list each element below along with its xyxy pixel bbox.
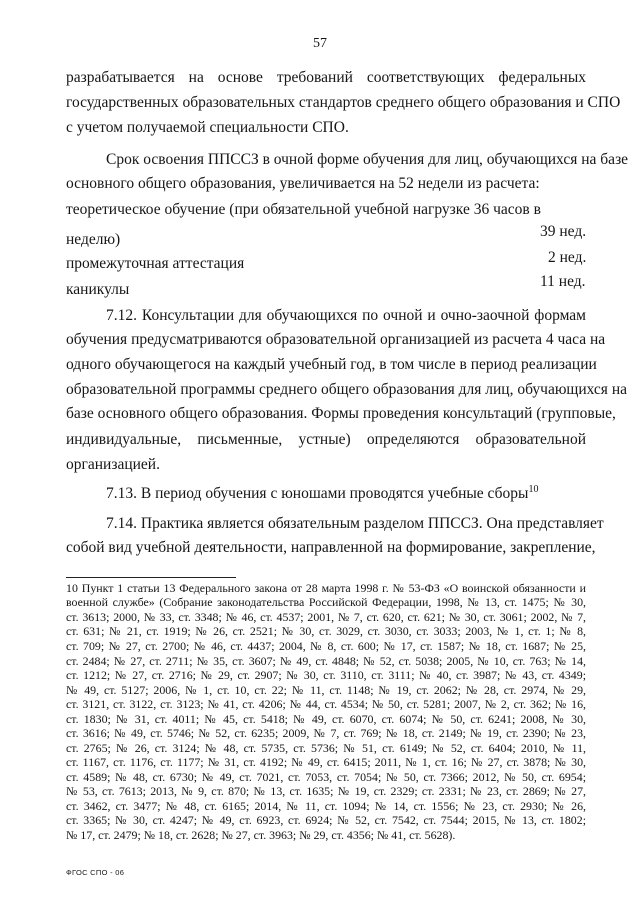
footnote-line: ст. 3121, ст. 3122, ст. 3123; № 41, ст. 4206; № 44, ст. 4534; № 50, ст. 5281; 2007, № 2, ст. 362; № 16, — [66, 697, 586, 711]
footnote-line: ст. 1212; № 27, ст. 2716; № 29, ст. 2907; № 30, ст. 3110, ст. 3111; № 40, ст. 3987; № 43, ст. 4349; — [66, 668, 586, 682]
footnote-line: ст. 1830; № 31, ст. 4011; № 45, ст. 5418; № 49, ст. 6070, ст. 6074; № 50, ст. 6241; 2008, № 30, — [66, 712, 586, 726]
body-line: государственных образовательных стандартов среднего общего образования и СПО — [66, 94, 621, 111]
footnote-line: ст. 3616; № 49, ст. 5746; № 52, ст. 6235; 2009, № 7, ст. 769; № 18, ст. 2149; № 19, ст. 2390; № 23, — [66, 726, 586, 740]
footnote-line: № 49, ст. 5127; 2006, № 1, ст. 10, ст. 22; № 11, ст. 1148; № 19, ст. 2062; № 28, ст. 2974, № 29, — [66, 683, 586, 697]
footnote-line: № 17, ст. 2479; № 18, ст. 2628; № 27, ст. 3963; № 29, ст. 4356; № 41, ст. 5628). — [66, 828, 456, 842]
footnote-line: 10 Пункт 1 статьи 13 Федерального закона от 28 марта 1998 г. № 53-ФЗ «О воинской обязанности и — [66, 581, 586, 595]
body-line: собой вид учебной деятельности, направленной на формирование, закрепление, — [66, 539, 596, 556]
duration-vacation: 11 нед. — [540, 273, 586, 290]
footnote-line: ст. 1167, ст. 1176, ст. 1177; № 31, ст. 4192; № 49, ст. 6415; 2011, № 1, ст. 16; № 27, ст. 3878; № 30, — [66, 755, 586, 769]
body-line: Срок освоения ППССЗ в очной форме обучения для лиц, обучающихся на базе — [106, 151, 629, 168]
body-line-text: 7.13. В период обучения с юношами проводятся учебные сборы — [106, 485, 529, 502]
footnote-line: ст. 3365; № 30, ст. 4247; № 49, ст. 6923, ст. 6924; № 52, ст. 7542, ст. 7544; 2015, № 13, ст. 1802; — [66, 813, 586, 827]
body-line: неделю) — [66, 231, 121, 248]
footnote-line: ст. 631; № 21, ст. 1919; № 26, ст. 2521; № 30, ст. 3029, ст. 3030, ст. 3033; 2003, № 1, ст. 1; № 8, — [66, 624, 586, 638]
footnote-line: ст. 4589; № 48, ст. 6730; № 49, ст. 7021, ст. 7053, ст. 7054; № 50, ст. 7366; 2012, № 50, ст. 6954; — [66, 770, 586, 784]
footnote-separator — [66, 577, 236, 578]
body-line: каникулы — [66, 281, 130, 298]
body-line: 7.12. Консультации для обучающихся по очной и очно-заочной формам — [106, 307, 586, 324]
body-line: 7.14. Практика является обязательным разделом ППССЗ. Она представляет — [106, 515, 604, 532]
footnote-marker: 10 — [528, 484, 539, 495]
footnote-line: № 53, ст. 7613; 2013, № 9, ст. 870; № 13, ст. 1635; № 19, ст. 2329; ст. 2331; № 23, ст. 2869; № 27, — [66, 784, 586, 798]
footnote-line: ст. 2484; № 27, ст. 2711; № 35, ст. 3607; № 49, ст. 4848; № 52, ст. 5038; 2005, № 10, ст. 763; № 14, — [66, 654, 586, 668]
body-line: организацией. — [66, 456, 160, 473]
body-line: образовательной программы среднего общего образования для лиц, обучающихся на — [66, 381, 627, 398]
footnote-line: ст. 709; № 27, ст. 2700; № 46, ст. 4437; 2004, № 8, ст. 600; № 17, ст. 1587; № 18, ст. 1687; № 25, — [66, 639, 586, 653]
body-line: теоретическое обучение (при обязательной учебной нагрузке 36 часов в — [66, 201, 541, 218]
body-line: базе основного общего образования. Формы проведения консультаций (групповые, — [66, 405, 616, 422]
body-line: одного обучающегося на каждый учебный год, в том числе в период реализации — [66, 356, 597, 373]
body-line — [106, 484, 586, 504]
duration-attestation: 2 нед. — [548, 249, 587, 266]
footnote-line: ст. 2765; № 26, ст. 3124; № 48, ст. 5735, ст. 5736; № 51, ст. 6149; № 52, ст. 6404; 2010, № 11, — [66, 741, 586, 755]
body-line: с учетом получаемой специальности СПО. — [66, 119, 349, 136]
duration-theory: 39 нед. — [540, 223, 587, 240]
footnote-line: ст. 3462, ст. 3477; № 48, ст. 6165; 2014, № 11, ст. 1094; № 14, ст. 1556; № 23, ст. 2930; № 26, — [66, 799, 586, 813]
footnote-line: ст. 3613; 2000, № 33, ст. 3348; № 46, ст. 4537; 2001, № 7, ст. 620, ст. 621; № 30, ст. 3061; 2002, № 7, — [66, 610, 586, 624]
body-line: индивидуальные, письменные, устные) определяются образовательной — [66, 431, 586, 448]
body-line: разрабатывается на основе требований соответствующих федеральных — [66, 69, 586, 86]
body-line: промежуточная аттестация — [66, 255, 245, 272]
body-line: обучения предусматриваются образовательной организацией из расчета 4 часа на — [66, 331, 606, 348]
page-footer: ФГОС СПО - 06 — [66, 868, 125, 877]
body-line: основного общего образования, увеличивается на 52 недели из расчета: — [66, 175, 540, 192]
footnote-line: военной службе» (Собрание законодательства Российской Федерации, 1998, № 13, ст. 1475; № 30, — [66, 595, 586, 609]
page-number: 57 — [313, 36, 327, 51]
